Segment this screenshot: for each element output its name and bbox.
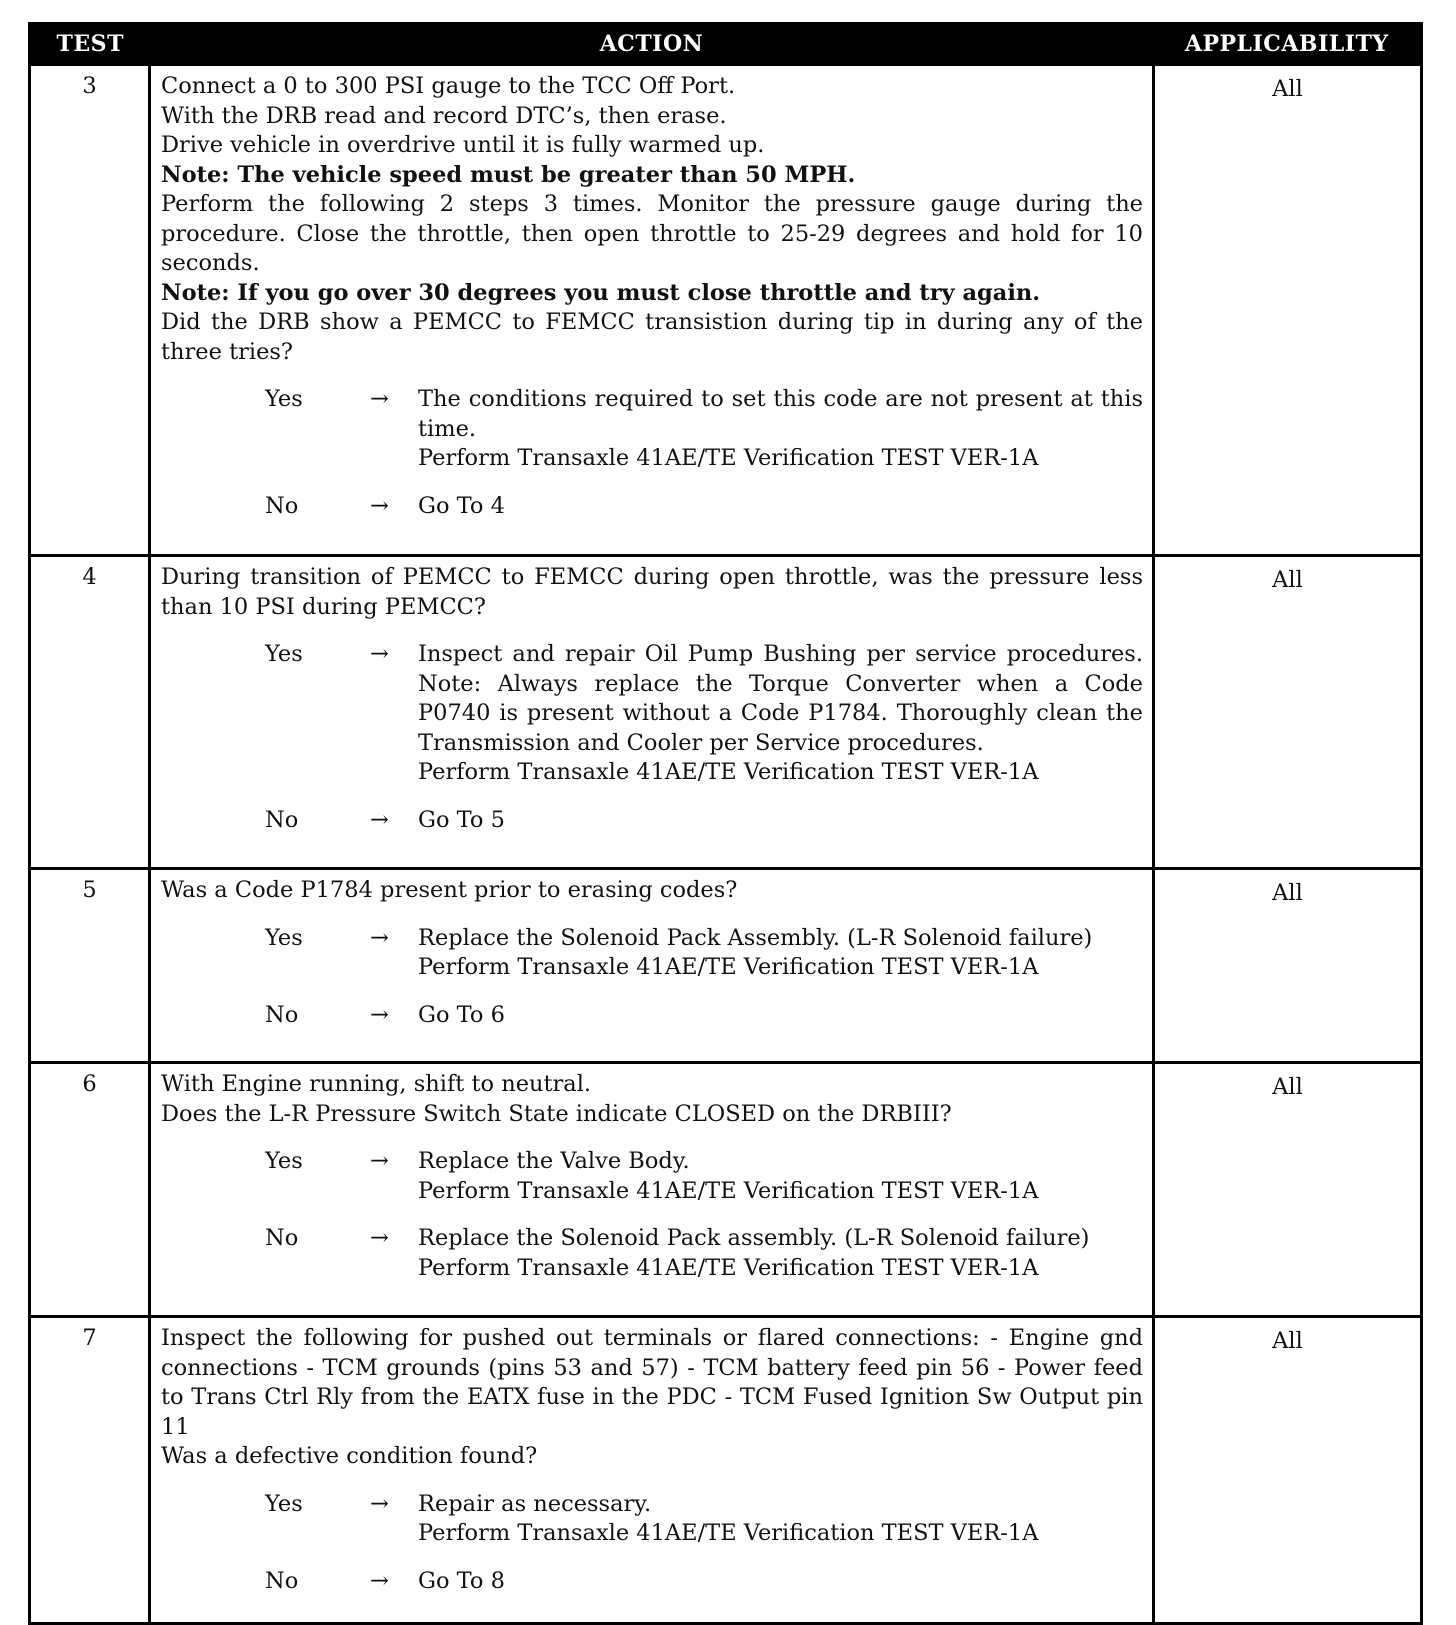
branch-instruction: Replace the Solenoid Pack Assembly. (L-R Solenoid failure) <box>418 924 1093 951</box>
branch-text <box>418 1147 1143 1206</box>
branch-label: No <box>265 806 299 833</box>
arrow-right-icon: → <box>370 924 389 951</box>
arrow-right-icon: → <box>370 492 389 519</box>
test-number: 7 <box>30 1317 150 1624</box>
action-line: Connect a 0 to 300 PSI gauge to the TCC Off Port. <box>161 73 736 99</box>
branch-verification: Perform Transaxle 41AE/TE Verification TEST VER-1A <box>418 1177 1039 1204</box>
branch-label: Yes <box>265 1148 303 1174</box>
branch-no <box>161 492 1143 522</box>
branch-verification: Perform Transaxle 41AE/TE Verification TEST VER-1A <box>418 1254 1039 1281</box>
branch-verification: Perform Transaxle 41AE/TE Verification TEST VER-1A <box>418 954 1039 980</box>
action-cell <box>150 556 1154 869</box>
table-row <box>30 869 1422 1063</box>
action-cell <box>150 869 1154 1063</box>
applicability-value: All <box>1154 556 1422 869</box>
arrow-right-icon: → <box>370 1225 389 1251</box>
header-test: TEST <box>30 24 150 65</box>
branch-instruction: Replace the Valve Body. <box>418 1148 690 1174</box>
branch-text <box>418 1001 1143 1031</box>
branch-label: Yes <box>265 924 303 951</box>
branch-yes <box>161 924 1143 983</box>
branch-label: No <box>265 1567 299 1594</box>
action-content <box>161 876 1143 1051</box>
arrow-right-icon: → <box>370 806 389 833</box>
branch-instruction: Repair as necessary. <box>418 1490 652 1517</box>
action-cell <box>150 65 1154 556</box>
action-line: Perform the following 2 steps 3 times. Monitor the pressure gauge during the procedure. Close the throttle, then open throttle to 25-29 degrees and hold for 10 seconds. <box>161 191 1143 276</box>
action-line: Does the L-R Pressure Switch State indicate CLOSED on the DRBIII? <box>161 1100 952 1127</box>
action-line: Was a Code P1784 present prior to erasing codes? <box>161 877 738 903</box>
action-line: Drive vehicle in overdrive until it is fully warmed up. <box>161 132 765 158</box>
table-row <box>30 1063 1422 1317</box>
header-action: ACTION <box>150 24 1154 65</box>
branch-no <box>161 806 1143 836</box>
branch-yes <box>161 640 1143 788</box>
branch-yes <box>161 1147 1143 1206</box>
action-line: Did the DRB show a PEMCC to FEMCC transistion during tip in during any of the three tries? <box>161 309 1143 365</box>
applicability-value: All <box>1154 869 1422 1063</box>
action-content <box>161 1070 1143 1305</box>
branch-text <box>418 492 1143 522</box>
branch-instruction: Replace the Solenoid Pack assembly. (L-R Solenoid failure) <box>418 1225 1090 1251</box>
diagnostic-test-table <box>28 22 1423 1625</box>
diagnostic-test-table-container <box>28 22 1420 1625</box>
action-content <box>161 72 1143 544</box>
branch-instruction: Inspect and repair Oil Pump Bushing per service procedures. Note: Always replace the Torque Converter when a Code P0740 is present without a Code P1784. Thoroughly clean the Transmission and Cooler per Service procedures. <box>418 641 1143 756</box>
arrow-right-icon: → <box>370 386 389 412</box>
action-content <box>161 1324 1143 1612</box>
branch-no <box>161 1001 1143 1031</box>
branch-verification: Perform Transaxle 41AE/TE Verification TEST VER-1A <box>418 1520 1039 1546</box>
arrow-right-icon: → <box>370 1567 389 1594</box>
arrow-right-icon: → <box>370 1001 389 1028</box>
branch-verification: Perform Transaxle 41AE/TE Verification TEST VER-1A <box>418 759 1039 785</box>
action-line: With the DRB read and record DTC’s, then erase. <box>161 102 727 129</box>
arrow-right-icon: → <box>370 1490 389 1517</box>
branch-no <box>161 1224 1143 1283</box>
applicability-value: All <box>1154 65 1422 556</box>
action-line: Was a defective condition found? <box>161 1443 538 1469</box>
branch-label: No <box>265 1225 299 1251</box>
branch-label: Yes <box>265 386 303 412</box>
table-row <box>30 1317 1422 1624</box>
action-content <box>161 563 1143 857</box>
branch-label: No <box>265 1001 299 1028</box>
action-line: With Engine running, shift to neutral. <box>161 1071 592 1097</box>
branch-no <box>161 1567 1143 1597</box>
action-line: During transition of PEMCC to FEMCC during open throttle, was the pressure less than 10 PSI during PEMCC? <box>161 564 1143 620</box>
applicability-value: All <box>1154 1317 1422 1624</box>
branch-text <box>418 1490 1143 1549</box>
test-number: 5 <box>30 869 150 1063</box>
arrow-right-icon: → <box>370 1148 389 1174</box>
branch-text <box>418 385 1143 474</box>
branch-label: Yes <box>265 1490 303 1517</box>
test-number: 6 <box>30 1063 150 1317</box>
action-line: Inspect the following for pushed out terminals or flared connections: - Engine gnd connections - TCM grounds (pins 53 and 57) - TCM battery feed pin 56 - Power feed to Trans Ctrl Rly from the EATX fuse in the PDC - TCM Fused Ignition Sw Output pin 11 <box>161 1325 1143 1440</box>
action-cell <box>150 1317 1154 1624</box>
table-row <box>30 556 1422 869</box>
applicability-value: All <box>1154 1063 1422 1317</box>
branch-instruction: Go To 5 <box>418 806 505 833</box>
branch-yes <box>161 385 1143 474</box>
test-number: 3 <box>30 65 150 556</box>
arrow-right-icon: → <box>370 641 389 667</box>
action-note: Note: If you go over 30 degrees you must close throttle and try again. <box>161 279 1041 306</box>
branch-instruction: Go To 6 <box>418 1001 505 1028</box>
branch-verification: Perform Transaxle 41AE/TE Verification TEST VER-1A <box>418 445 1039 471</box>
branch-label: Yes <box>265 641 303 667</box>
branch-text <box>418 924 1143 983</box>
action-cell <box>150 1063 1154 1317</box>
branch-instruction: Go To 8 <box>418 1567 505 1594</box>
header-applicability: APPLICABILITY <box>1154 24 1422 65</box>
branch-text <box>418 1224 1143 1283</box>
branch-text <box>418 640 1143 788</box>
branch-instruction: The conditions required to set this code are not present at this time. <box>418 386 1143 442</box>
table-row <box>30 65 1422 556</box>
branch-yes <box>161 1490 1143 1549</box>
table-header-row <box>30 24 1422 65</box>
branch-instruction: Go To 4 <box>418 492 505 519</box>
branch-text <box>418 1567 1143 1597</box>
test-number: 4 <box>30 556 150 869</box>
branch-label: No <box>265 492 299 519</box>
branch-text <box>418 806 1143 836</box>
table-body <box>30 65 1422 1624</box>
action-note: Note: The vehicle speed must be greater than 50 MPH. <box>161 161 856 188</box>
